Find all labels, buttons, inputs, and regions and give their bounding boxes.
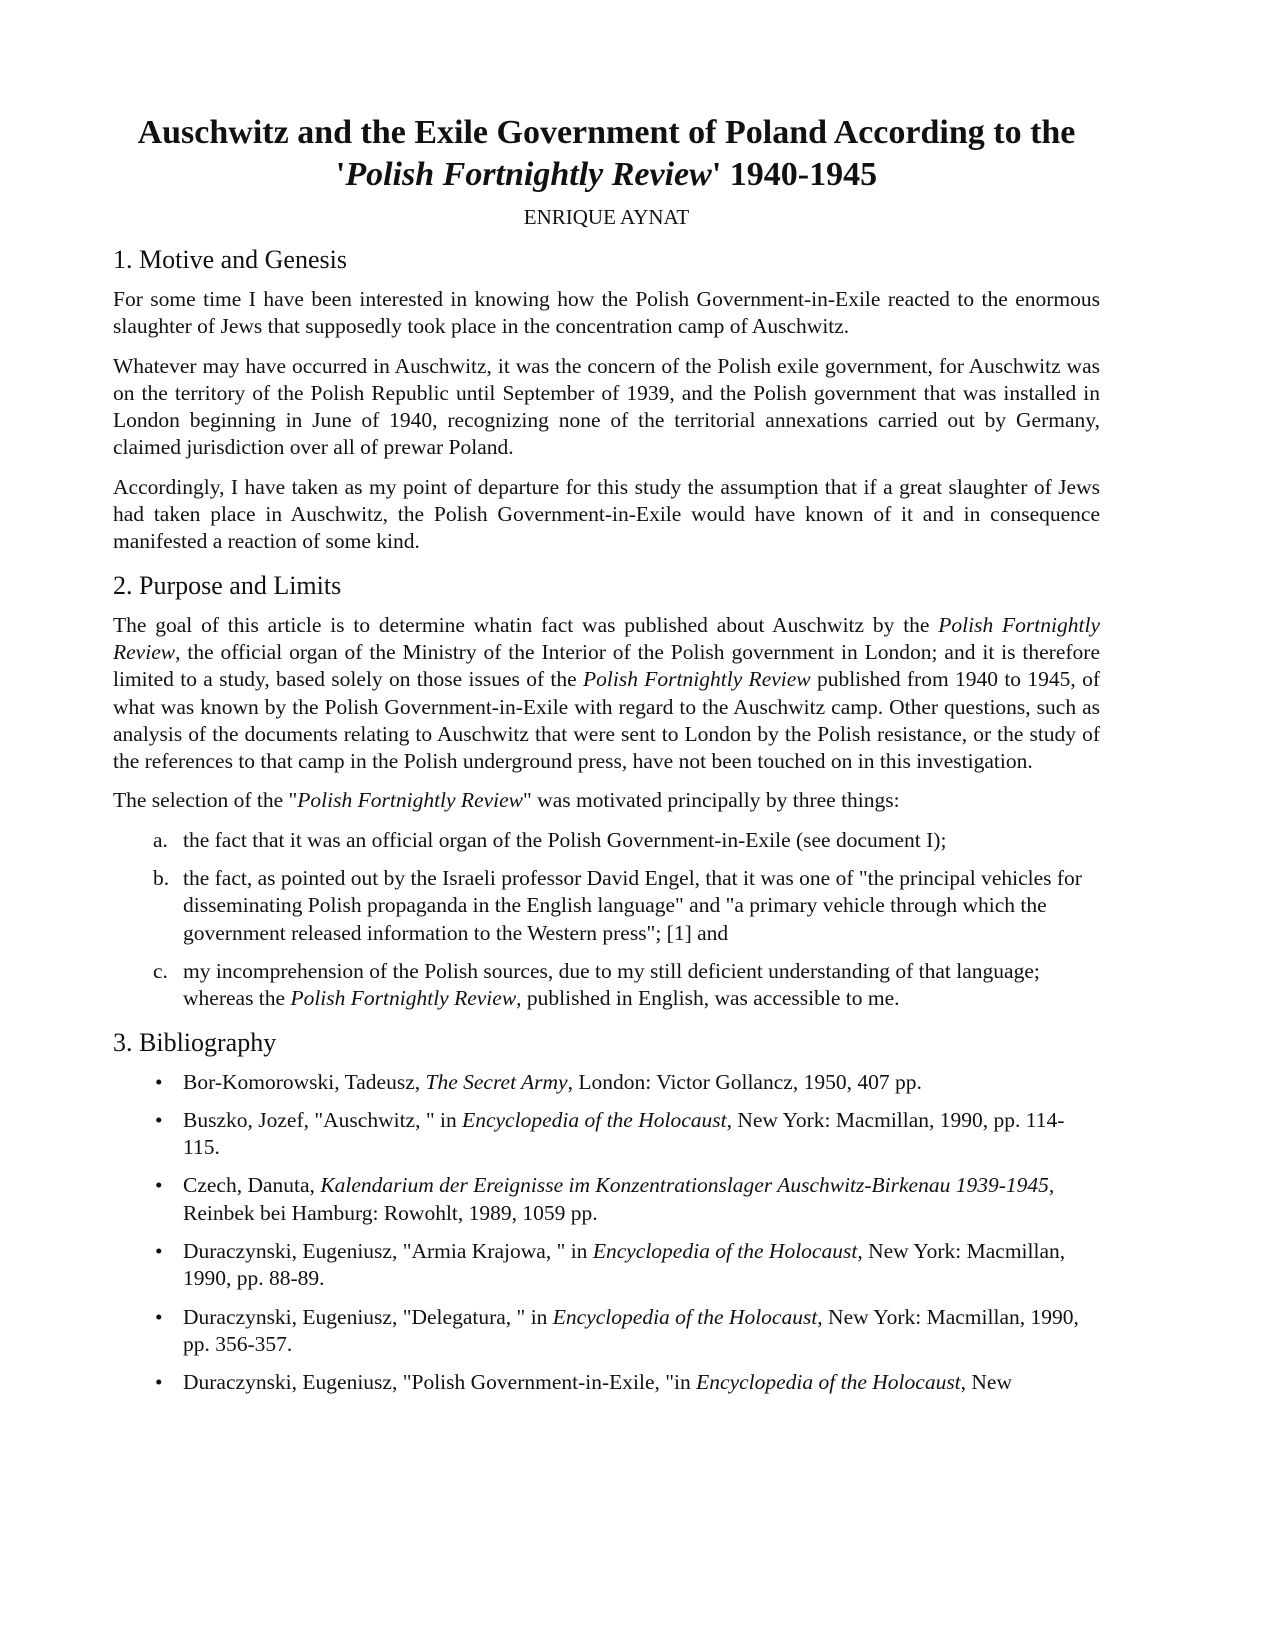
text-run: published from 1940 to 1945, of what was known by the Polish Government-in-Exile with regard to the Auschwitz camp. Other questions, such as analysis of the documents relating to Auschwitz that were sent to London by the Polish resistance, or the study of the references to that camp in the Polish underground press, have not been touched on in this investigation. <box>113 667 1100 774</box>
paragraph-motive-2: Whatever may have occurred in Auschwitz, it was the concern of the Polish exile government, for Auschwitz was on the territory of the Polish Republic until September of 1939, and the Polish government that was installed in London beginning in June of 1940, recognizing none of the territorial annexations carried out by Germany, claimed jurisdiction over all of prewar Poland. <box>113 353 1100 460</box>
list-item-text: the fact that it was an official organ of the Polish Government-in-Exile (see document I); <box>183 827 947 852</box>
bibliography-entry <box>155 1069 1100 1096</box>
document-title <box>113 112 1100 196</box>
title-close-quote: ' <box>711 156 722 193</box>
section-heading-purpose: 2. Purpose and Limits <box>113 570 342 600</box>
text-run: " was motivated principally by three things: <box>523 788 900 813</box>
title-line-2 <box>113 154 1100 196</box>
list-marker: c. <box>153 958 168 983</box>
text-run: , London: Victor Gollancz, 1950, 407 pp. <box>567 1069 922 1094</box>
text-run: my incomprehension of the Polish sources, due to my still deficient understanding of that language; whereas the <box>183 958 1040 1011</box>
book-title: Encyclopedia of the Holocaust <box>462 1107 727 1132</box>
list-marker: a. <box>153 827 168 852</box>
text-run: Bor-Komorowski, Tadeusz, <box>183 1069 426 1094</box>
title-journal-name: Polish Fortnightly Review <box>345 156 712 193</box>
bullet-icon: • <box>155 1107 163 1132</box>
text-run: , published in English, was accessible to me. <box>516 986 900 1011</box>
journal-name: Polish Fortnightly Review <box>297 788 524 813</box>
list-item-text <box>183 959 1040 1010</box>
bullet-icon: • <box>155 1239 163 1264</box>
title-years: 1940-1945 <box>721 156 878 193</box>
section-heading-bibliography: 3. Bibliography <box>113 1027 277 1057</box>
list-marker: b. <box>153 866 170 891</box>
bibliography-entry <box>155 1304 1100 1359</box>
list-item <box>153 827 1100 854</box>
paragraph-motive-1: For some time I have been interested in knowing how the Polish Government-in-Exile reacted to the enormous slaughter of Jews that supposedly took place in the concentration camp of Auschwitz. <box>113 287 1100 339</box>
text-run: , New York: Macmillan, 1990, pp. 88-89. <box>183 1239 1066 1291</box>
journal-name: Polish Fortnightly Review <box>290 986 517 1011</box>
bibliography-entry <box>155 1238 1100 1293</box>
text-run: Duraczynski, Eugeniusz, "Delegatura, " in <box>183 1304 553 1329</box>
bibliography-entry <box>155 1172 1100 1227</box>
list-item <box>153 865 1100 947</box>
text-run: The selection of the " <box>113 788 298 813</box>
text-run: , New York: Macmillan, 1990, pp. 114-115. <box>183 1107 1065 1160</box>
bibliography-list <box>113 1069 1100 1397</box>
text-run: , New <box>960 1370 1013 1395</box>
book-title: Encyclopedia of the Holocaust <box>592 1239 858 1264</box>
text-run: , Reinbek bei Hamburg: Rowohlt, 1989, 1059 pp. <box>183 1173 1055 1225</box>
bullet-icon: • <box>155 1370 163 1395</box>
text-run: The goal of this article is to determine whatin fact was published about Auschwitz by the <box>113 612 939 637</box>
text-run: Czech, Danuta, <box>183 1173 321 1198</box>
text-run: Buszko, Jozef, "Auschwitz, " in <box>183 1107 463 1132</box>
text-run: Duraczynski, Eugeniusz, "Armia Krajowa, " in <box>183 1239 593 1264</box>
bibliography-entry <box>155 1369 1100 1396</box>
book-title: Kalendarium der Ereignisse im Konzentrationslager Auschwitz-Birkenau 1939-1945 <box>320 1173 1049 1198</box>
bibliography-entry <box>155 1107 1100 1162</box>
title-line-1: Auschwitz and the Exile Government of Poland According to the <box>137 114 1076 151</box>
author-name: ENRIQUE AYNAT <box>523 205 690 229</box>
paragraph-motive-3: Accordingly, I have taken as my point of departure for this study the assumption that if a great slaughter of Jews had taken place in Auschwitz, the Polish Government-in-Exile would have known of it and in consequence manifested a reaction of some kind. <box>113 474 1100 554</box>
text-run: , New York: Macmillan, 1990, pp. 356-357. <box>183 1304 1079 1356</box>
journal-name: Polish Fortnightly Review <box>113 612 1100 664</box>
list-item-text: the fact, as pointed out by the Israeli professor David Engel, that it was one of "the principal vehicles for disseminating Polish propaganda in the English language" and "a primary vehicle through which the government released information to the Western press"; [1] and <box>183 866 1082 945</box>
list-item <box>153 958 1100 1013</box>
paragraph-purpose-1 <box>113 612 1100 776</box>
reasons-list <box>113 827 1100 1013</box>
text-run: , the official organ of the Ministry of the Interior of the Polish government in London; and it is therefore limited to a study, based solely on those issues of the <box>113 639 1100 692</box>
section-heading-motive: 1. Motive and Genesis <box>113 245 347 274</box>
bullet-icon: • <box>155 1069 163 1094</box>
bullet-icon: • <box>155 1173 163 1198</box>
text-run: Duraczynski, Eugeniusz, "Polish Government-in-Exile, "in <box>183 1370 697 1395</box>
title-open-quote: ' <box>335 156 346 193</box>
book-title: Encyclopedia of the Holocaust <box>696 1370 961 1395</box>
journal-name: Polish Fortnightly Review <box>583 667 811 692</box>
book-title: Encyclopedia of the Holocaust <box>552 1304 818 1329</box>
book-title: The Secret Army <box>425 1069 568 1094</box>
bullet-icon: • <box>155 1304 163 1329</box>
document-page <box>113 112 1100 1408</box>
paragraph-purpose-2 <box>113 787 1100 814</box>
